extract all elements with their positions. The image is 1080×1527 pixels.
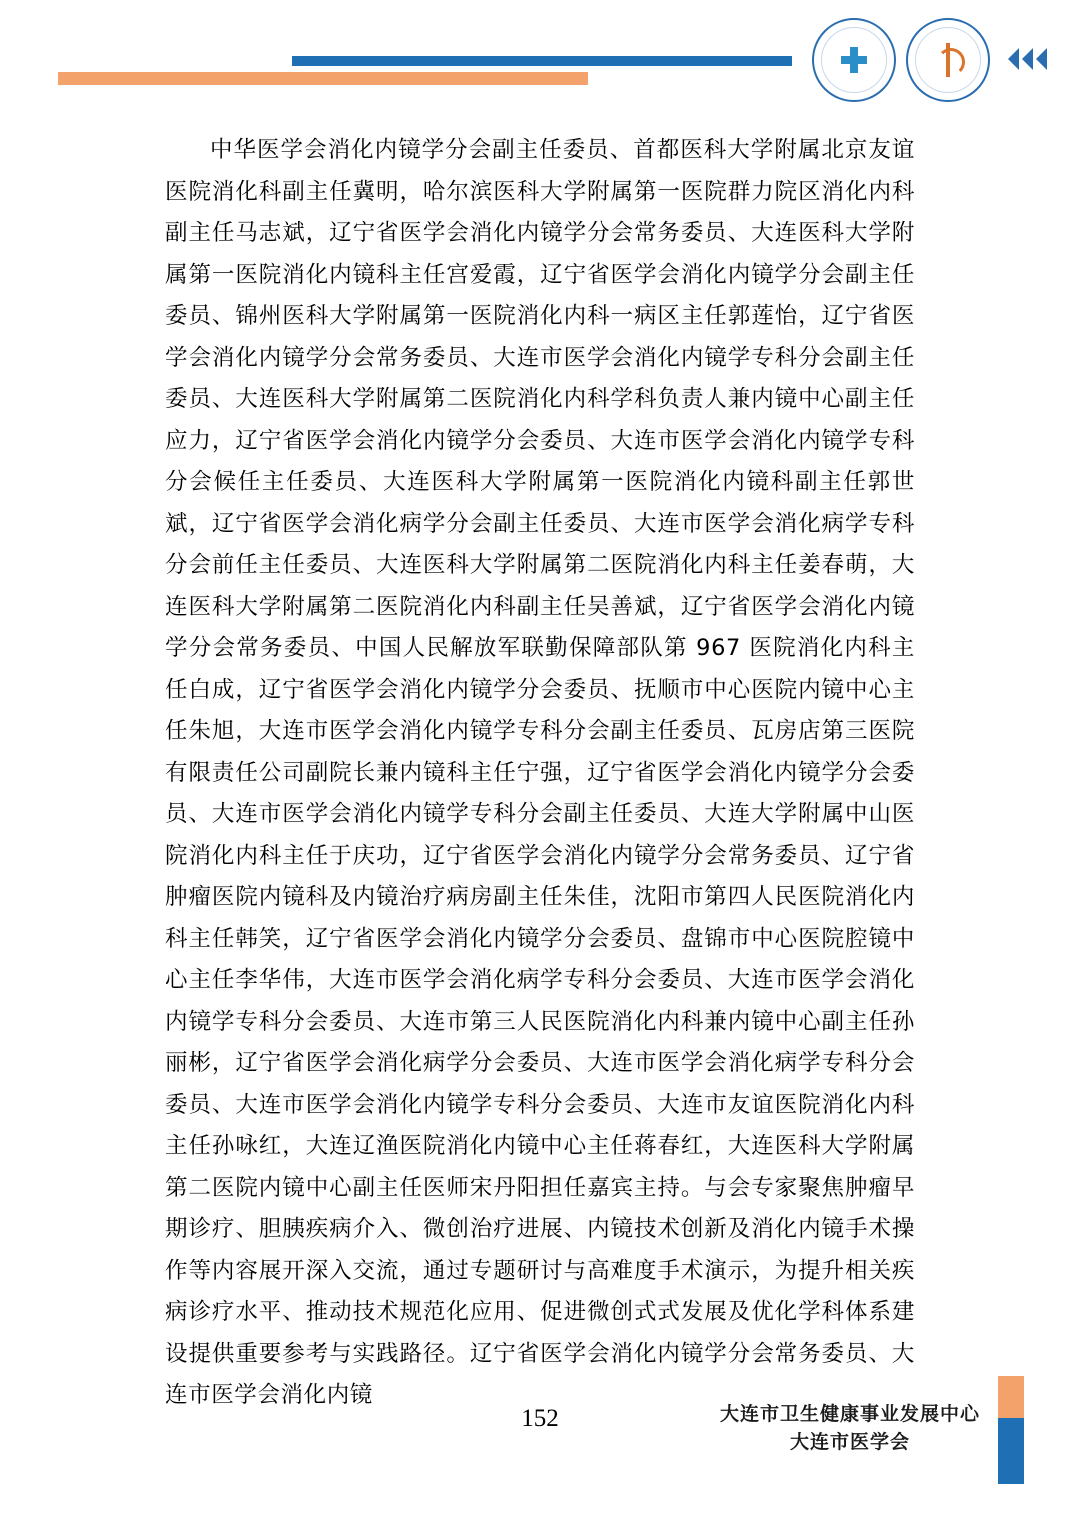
chevron-icon [1036, 48, 1047, 70]
footer-org-line-2: 大连市医学会 [789, 1431, 910, 1453]
page-number: 152 [521, 1405, 559, 1432]
dalian-health-emblem-icon [812, 18, 896, 102]
header-blue-bar [292, 56, 792, 66]
chevron-icon [1022, 48, 1033, 70]
footer-organization [710, 1400, 990, 1456]
header-orange-bar [58, 72, 588, 85]
emblem-inner-ring [915, 27, 981, 93]
emblem-inner-ring [821, 27, 887, 93]
page-header [0, 0, 1080, 120]
chevron-left-decoration-icon [1008, 48, 1047, 70]
dalian-medical-association-emblem-icon [906, 18, 990, 102]
footer-org-line-1: 大连市卫生健康事业发展中心 [719, 1403, 980, 1425]
body-paragraph: 中华医学会消化内镜学分会副主任委员、首都医科大学附属北京友谊医院消化科副主任冀明，哈尔滨医科大学附属第一医院群力院区消化内科副主任马志斌，辽宁省医学会消化内镜学分会常务委员、大连医科大学附属第一医院消化内镜科主任宫爱霞，辽宁省医学会消化内镜学分会副主任委员、锦州医科大学附属第一医院消化内科一病区主任郭莲怡，辽宁省医学会消化内镜学分会常务委员、大连市医学会消化内镜学专科分会副主任委员、大连医科大学附属第二医院消化内科学科负责人兼内镜中心副主任应力，辽宁省医学会消化内镜学分会委员、大连市医学会消化内镜学专科分会候任主任委员、大连医科大学附属第一医院消化内镜科副主任郭世斌，辽宁省医学会消化病学分会副主任委员、大连市医学会消化病学专科分会前任主任委员、大连医科大学附属第二医院消化内科主任姜春萌，大连医科大学附属第二医院消化内科副主任吴善斌，辽宁省医学会消化内镜学分会常务委员、中国人民解放军联勤保障部队第 967 医院消化内科主任白成，辽宁省医学会消化内镜学分会委员、抚顺市中心医院内镜中心主任朱旭，大连市医学会消化内镜学专科分会副主任委员、瓦房店第三医院有限责任公司副院长兼内镜科主任宁强，辽宁省医学会消化内镜学分会委员、大连市医学会消化内镜学专科分会副主任委员、大连大学附属中山医院消化内科主任于庆功，辽宁省医学会消化内镜学分会常务委员、辽宁省肿瘤医院内镜科及内镜治疗病房副主任朱佳，沈阳市第四人民医院消化内科主任韩笑，辽宁省医学会消化内镜学分会委员、盘锦市中心医院腔镜中心主任李华伟，大连市医学会消化病学专科分会委员、大连市医学会消化内镜学专科分会委员、大连市第三人民医院消化内科兼内镜中心副主任孙丽彬，辽宁省医学会消化病学分会委员、大连市医学会消化病学专科分会委员、大连市医学会消化内镜学专科分会委员、大连市友谊医院消化内科主任孙咏红，大连辽渔医院消化内镜中心主任蒋春红，大连医科大学附属第二医院内镜中心副主任医师宋丹阳担任嘉宾主持。与会专家聚焦肿瘤早期诊疗、胆胰疾病介入、微创治疗进展、内镜技术创新及消化内镜手术操作等内容展开深入交流，通过专题研讨与高难度手术演示，为提升相关疾病诊疗水平、推动技术规范化应用、促进微创式式发展及优化学科体系建设提供重要参考与实践路径。辽宁省医学会消化内镜学分会常务委员、大连市医学会消化内镜 [165, 137, 915, 1408]
asclepius-snake-icon [933, 43, 963, 77]
chevron-icon [1008, 48, 1019, 70]
medical-cross-icon [841, 47, 867, 73]
footer-orange-bar [998, 1376, 1024, 1420]
page-content [165, 130, 915, 1417]
footer-blue-bar [998, 1418, 1024, 1484]
